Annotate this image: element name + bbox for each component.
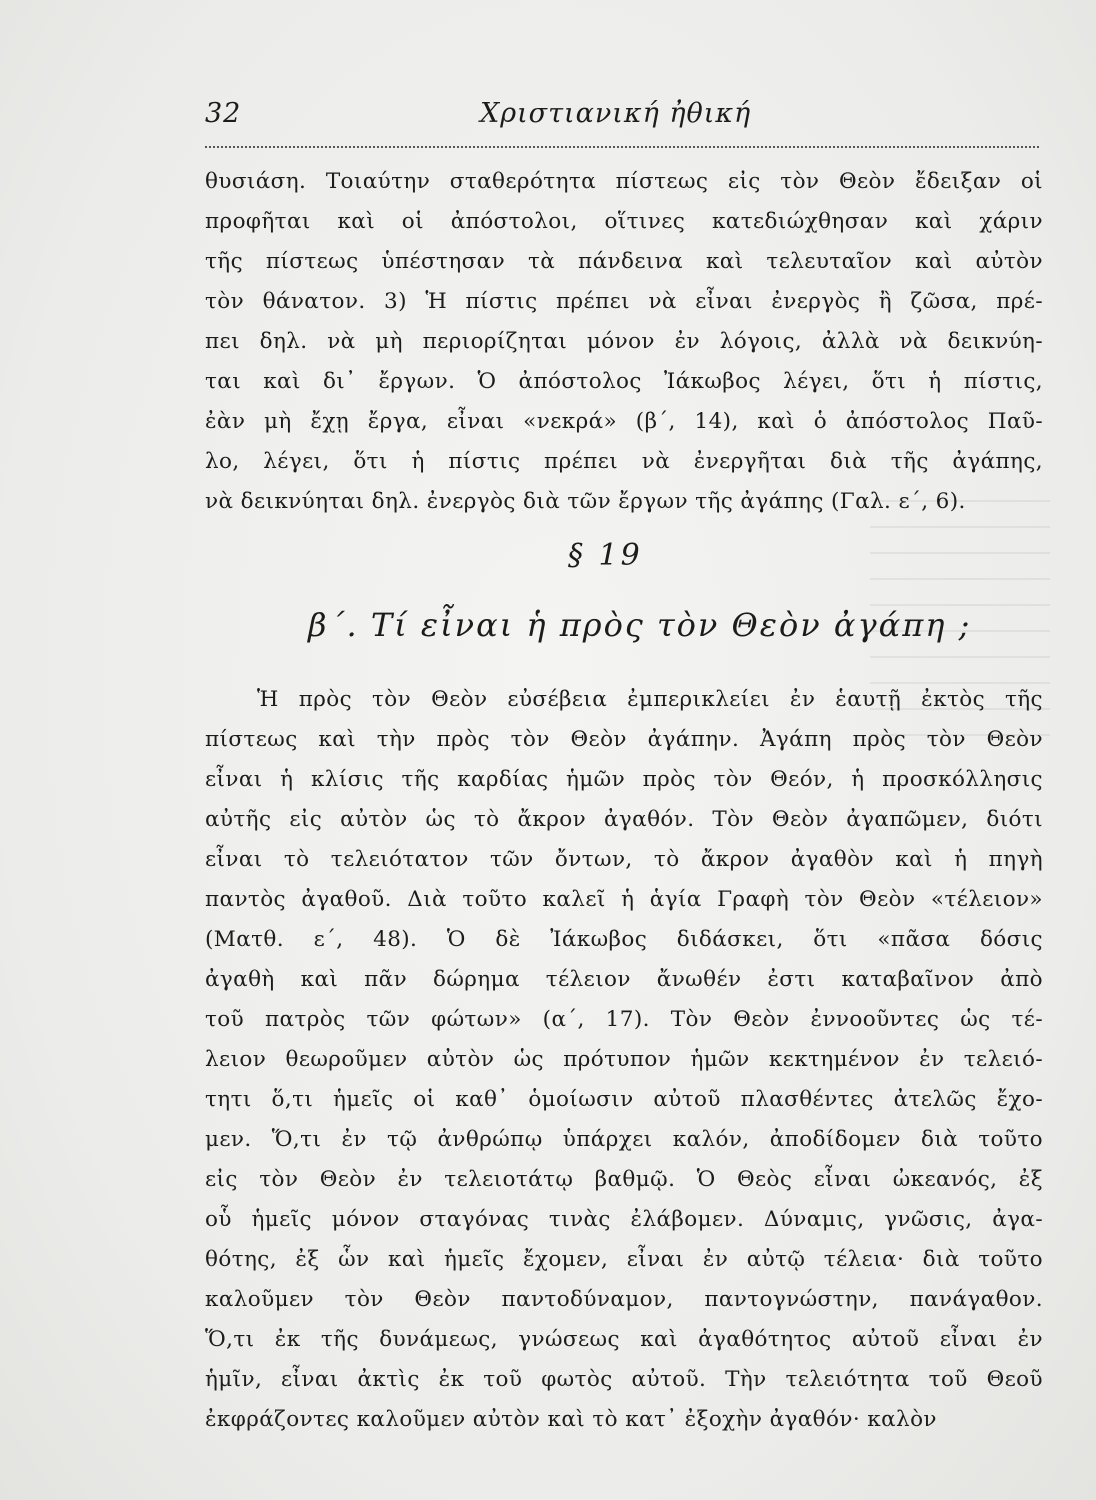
text-line: θότης, ἐξ ὧν καὶ ἡμεῖς ἔχομεν, εἶναι ἐν αὐτῷ τέλεια· διὰ τοῦτο — [205, 1247, 1043, 1272]
text-line: αὐτῆς εἰς αὐτὸν ὡς τὸ ἄκρον ἀγαθόν. Τὸν Θεὸν ἀγαπῶμεν, διότι — [205, 807, 1043, 832]
text-line: προφῆται καὶ οἱ ἀπόστολοι, οἵτινες κατεδιώχθησαν καὶ χάριν — [205, 209, 1043, 234]
text-line: ἀγαθὴ καὶ πᾶν δώρημα τέλειον ἄνωθέν ἐστι καταβαῖνον ἀπὸ — [205, 967, 1043, 992]
text-line: εἰς τὸν Θεὸν ἐν τελειοτάτῳ βαθμῷ. Ὁ Θεὸς εἶναι ὠκεανός, ἐξ — [205, 1167, 1043, 1192]
text-line: τητι ὅ,τι ἡμεῖς οἱ καθ᾿ ὁμοίωσιν αὐτοῦ πλασθέντες ἀτελῶς ἔχο- — [205, 1087, 1043, 1112]
text-line: παντὸς ἀγαθοῦ. Διὰ τοῦτο καλεῖ ἡ ἁγία Γραφὴ τὸν Θεὸν «τέλειον» — [205, 887, 1043, 912]
running-title: Χριστιανική ἠθική — [480, 98, 752, 129]
text-line: εἶναι ἡ κλίσις τῆς καρδίας ἡμῶν πρὸς τὸν Θεόν, ἡ προσκόλλησις — [205, 767, 1043, 792]
text-line: πει δηλ. νὰ μὴ περιορίζηται μόνον ἐν λόγοις, ἀλλὰ νὰ δεικνύη- — [205, 329, 1043, 354]
text-line: λο, λέγει, ὅτι ἡ πίστις πρέπει νὰ ἐνεργῆται διὰ τῆς ἀγάπης, — [205, 449, 1043, 474]
text-line: μεν. Ὅ,τι ἐν τῷ ἀνθρώπῳ ὑπάρχει καλόν, ἀποδίδομεν διὰ τοῦτο — [205, 1127, 1043, 1152]
text-line: ἡμῖν, εἶναι ἀκτὶς ἐκ τοῦ φωτὸς αὐτοῦ. Τὴν τελειότητα τοῦ Θεοῦ — [205, 1367, 1043, 1392]
section-title: β΄. Τί εἶναι ἡ πρὸς τὸν Θεὸν ἀγάπη ; — [308, 606, 972, 644]
text-line: ἐὰν μὴ ἔχῃ ἔργα, εἶναι «νεκρά» (β΄, 14), καὶ ὁ ἀπόστολος Παῦ- — [205, 409, 1043, 434]
text-line: εἶναι τὸ τελειότατον τῶν ὄντων, τὸ ἄκρον ἀγαθὸν καὶ ἡ πηγὴ — [205, 847, 1043, 872]
paragraph-continued — [205, 162, 1043, 522]
paragraph-love-of-god — [205, 680, 1043, 1440]
text-line: νὰ δεικνύηται δηλ. ἐνεργὸς διὰ τῶν ἔργων τῆς ἀγάπης (Γαλ. ε΄, 6). — [205, 489, 966, 514]
text-line: καλοῦμεν τὸν Θεὸν παντοδύναμον, παντογνώστην, πανάγαθον. — [205, 1287, 1043, 1312]
text-line: τὸν θάνατον. 3) Ἡ πίστις πρέπει νὰ εἶναι ἐνεργὸς ἢ ζῶσα, πρέ- — [205, 289, 1043, 314]
text-line: τοῦ πατρὸς τῶν φώτων» (α΄, 17). Τὸν Θεὸν ἐννοοῦντες ὡς τέ- — [205, 1007, 1043, 1032]
header-rule — [205, 146, 1039, 148]
text-line: θυσιάση. Τοιαύτην σταθερότητα πίστεως εἰς τὸν Θεὸν ἔδειξαν οἱ — [205, 169, 1043, 194]
section-number: § 19 — [568, 538, 643, 573]
page-number: 32 — [205, 98, 242, 129]
text-line: Ὅ,τι ἐκ τῆς δυνάμεως, γνώσεως καὶ ἀγαθότητος αὐτοῦ εἶναι ἐν — [205, 1327, 1043, 1352]
text-line: ται καὶ δι᾿ ἔργων. Ὁ ἀπόστολος Ἰάκωβος λέγει, ὅτι ἡ πίστις, — [205, 369, 1043, 394]
text-line: πίστεως καὶ τὴν πρὸς τὸν Θεὸν ἀγάπην. Ἀγάπη πρὸς τὸν Θεὸν — [205, 727, 1043, 752]
text-line: οὗ ἡμεῖς μόνον σταγόνας τινὰς ἐλάβομεν. Δύναμις, γνῶσις, ἀγα- — [205, 1207, 1043, 1232]
text-line: ἐκφράζοντες καλοῦμεν αὐτὸν καὶ τὸ κατ᾿ ἐξοχὴν ἀγαθόν· καλὸν — [205, 1407, 937, 1432]
page-header — [205, 98, 1043, 138]
text-line: (Ματθ. ε΄, 48). Ὁ δὲ Ἰάκωβος διδάσκει, ὅτι «πᾶσα δόσις — [205, 927, 1043, 952]
text-line: λειον θεωροῦμεν αὐτὸν ὡς πρότυπον ἡμῶν κεκτημένον ἐν τελειό- — [205, 1047, 1043, 1072]
text-line: Ἡ πρὸς τὸν Θεὸν εὐσέβεια ἐμπερικλείει ἐν ἑαυτῇ ἐκτὸς τῆς — [257, 687, 1043, 712]
text-line: τῆς πίστεως ὑπέστησαν τὰ πάνδεινα καὶ τελευταῖον καὶ αὐτὸν — [205, 249, 1043, 274]
